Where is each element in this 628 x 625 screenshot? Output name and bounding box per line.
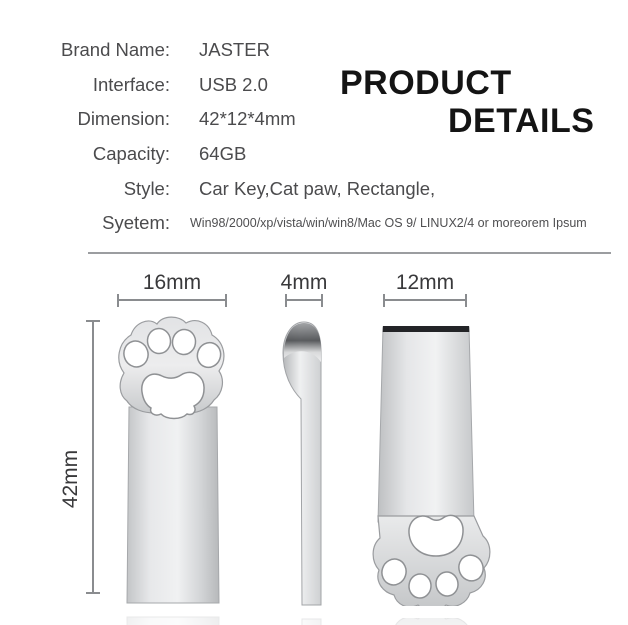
dimension-line [383, 299, 467, 301]
spec-row-interface [0, 68, 628, 103]
drive-connector-edge [383, 326, 470, 332]
dimension-tick [117, 294, 119, 307]
section-divider [88, 252, 611, 254]
drive-body [378, 327, 474, 522]
usb-drive-side-illustration [278, 316, 326, 606]
dimension-tick [465, 294, 467, 307]
page-title-line2: DETAILS [448, 102, 595, 140]
dimension-tick [321, 294, 323, 307]
drive-side-body [283, 322, 321, 605]
spec-label-capacity: Capacity: [92, 143, 170, 165]
spec-row-system [0, 206, 628, 241]
dimension-tick [383, 294, 385, 307]
dimension-front-width [117, 271, 227, 301]
spec-value-capacity: 64GB [199, 143, 247, 165]
usb-drive-front-view [110, 315, 236, 609]
spec-label-interface: Interface: [92, 73, 170, 95]
usb-drive-back-illustration [370, 320, 496, 606]
dimension-front-width-label: 16mm [142, 271, 202, 294]
drive-body [127, 407, 219, 603]
usb-drive-side-view [278, 316, 326, 611]
spec-label-system: Syetem: [102, 212, 170, 234]
spec-row-style [0, 171, 628, 206]
spec-value-dimension: 42*12*4mm [199, 108, 296, 130]
spec-label-brand: Brand Name: [61, 39, 170, 61]
spec-label-style: Style: [123, 177, 170, 199]
dimension-back-width [383, 271, 467, 301]
usb-drive-front-illustration [110, 315, 236, 604]
dimension-tick [86, 320, 100, 322]
drive-side-hole-sliver [278, 386, 286, 412]
dimension-tick [285, 294, 287, 307]
dimension-side-width [280, 271, 328, 301]
page-title-line1: PRODUCT [340, 64, 512, 102]
paw-pad-hole [142, 372, 204, 418]
spec-row-capacity [0, 137, 628, 172]
dimension-line [117, 299, 227, 301]
dimension-line [285, 299, 323, 301]
dimension-height [59, 320, 101, 594]
dimension-line [92, 320, 94, 594]
spec-value-style: Car Key,Cat paw, Rectangle, [199, 177, 436, 199]
paw-pad-hole [409, 515, 463, 556]
dimension-back-width-label: 12mm [395, 271, 455, 294]
spec-value-system: Win98/2000/xp/vista/win/win8/Mac OS 9/ LINUX2/4 or moreorem Ipsum [190, 216, 587, 231]
dimension-side-width-label: 4mm [280, 271, 328, 294]
spec-value-brand: JASTER [199, 39, 270, 61]
spec-label-dimension: Dimension: [77, 108, 170, 130]
usb-drive-back-view [370, 320, 496, 611]
spec-value-interface: USB 2.0 [199, 73, 268, 95]
spec-row-brand [0, 33, 628, 68]
dimension-height-label: 42mm [59, 449, 82, 509]
dimension-tick [86, 592, 100, 594]
dimension-tick [225, 294, 227, 307]
